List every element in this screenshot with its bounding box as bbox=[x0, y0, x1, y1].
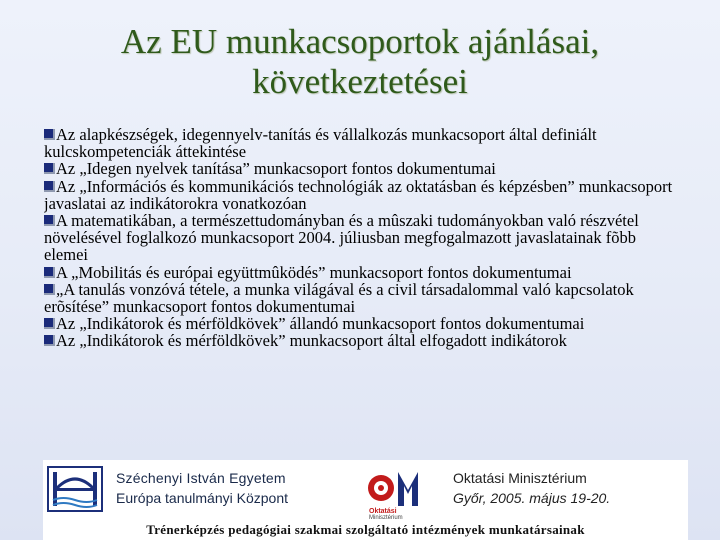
square-bullet-icon bbox=[44, 181, 55, 192]
list-item bbox=[44, 160, 684, 177]
list-item-text: A matematikában, a természettudományban és a mûszaki tudományokban való részvétel növelésével foglalkozó munkacsoport 2004. júliusban megfogalmazott javaslatainak fõbb elemei bbox=[44, 211, 639, 265]
list-item bbox=[44, 126, 684, 160]
footer-banner bbox=[43, 460, 688, 540]
list-item bbox=[44, 178, 684, 212]
slide-title-line-2: következtetései bbox=[252, 62, 468, 101]
square-bullet-icon bbox=[44, 318, 55, 329]
list-item-text: Az „Indikátorok és mérföldkövek” állandó munkacsoport fontos dokumentumai bbox=[56, 314, 585, 334]
list-item-text: Az „Indikátorok és mérföldkövek” munkacsoport által elfogadott indikátorok bbox=[56, 331, 567, 351]
ministry-logo-label: Oktatási bbox=[369, 508, 397, 515]
ministry-logo-sublabel: Minisztérium bbox=[369, 515, 403, 521]
event-date: Győr, 2005. május 19-20. bbox=[453, 490, 611, 506]
list-item-text: Az „Idegen nyelvek tanítása” munkacsoport fontos dokumentumai bbox=[56, 159, 496, 179]
list-item bbox=[44, 264, 684, 281]
square-bullet-icon bbox=[44, 129, 55, 140]
list-item bbox=[44, 332, 684, 349]
slide-title-line-1: Az EU munkacsoportok ajánlásai, bbox=[120, 22, 600, 61]
list-item-text: A „Mobilitás és európai együttmûködés” munkacsoport fontos dokumentumai bbox=[56, 262, 572, 282]
list-item bbox=[44, 212, 684, 264]
ministry-name: Oktatási Minisztérium bbox=[453, 470, 587, 486]
bullet-list bbox=[44, 126, 684, 460]
university-name: Széchenyi István Egyetem bbox=[116, 470, 286, 486]
square-bullet-icon bbox=[44, 284, 55, 295]
square-bullet-icon bbox=[44, 267, 55, 278]
university-logo-icon bbox=[47, 466, 103, 512]
list-item-text: Az alapkészségek, idegennyelv-tanítás és vállalkozás munkacsoport által definiált kulcskompetenciák áttekintése bbox=[44, 126, 597, 162]
slide-title bbox=[0, 22, 720, 102]
square-bullet-icon bbox=[44, 335, 55, 346]
list-item bbox=[44, 281, 684, 315]
list-item-text: „A tanulás vonzóvá tétele, a munka világával és a civil társadalommal való kapcsolatok erõsítése” munkacsoport fontos dokumentumai bbox=[44, 279, 634, 317]
square-bullet-icon bbox=[44, 215, 55, 226]
footer-caption: Trénerképzés pedagógiai szakmai szolgáltató intézmények munkatársainak bbox=[146, 522, 585, 537]
list-item bbox=[44, 315, 684, 332]
square-bullet-icon bbox=[44, 163, 55, 174]
university-center: Európa tanulmányi Központ bbox=[116, 490, 288, 506]
list-item-text: Az „Információs és kommunikációs technológiák az oktatásban és képzésben” munkacsoport javaslatai az indikátorokra vonatkozóan bbox=[44, 176, 673, 213]
